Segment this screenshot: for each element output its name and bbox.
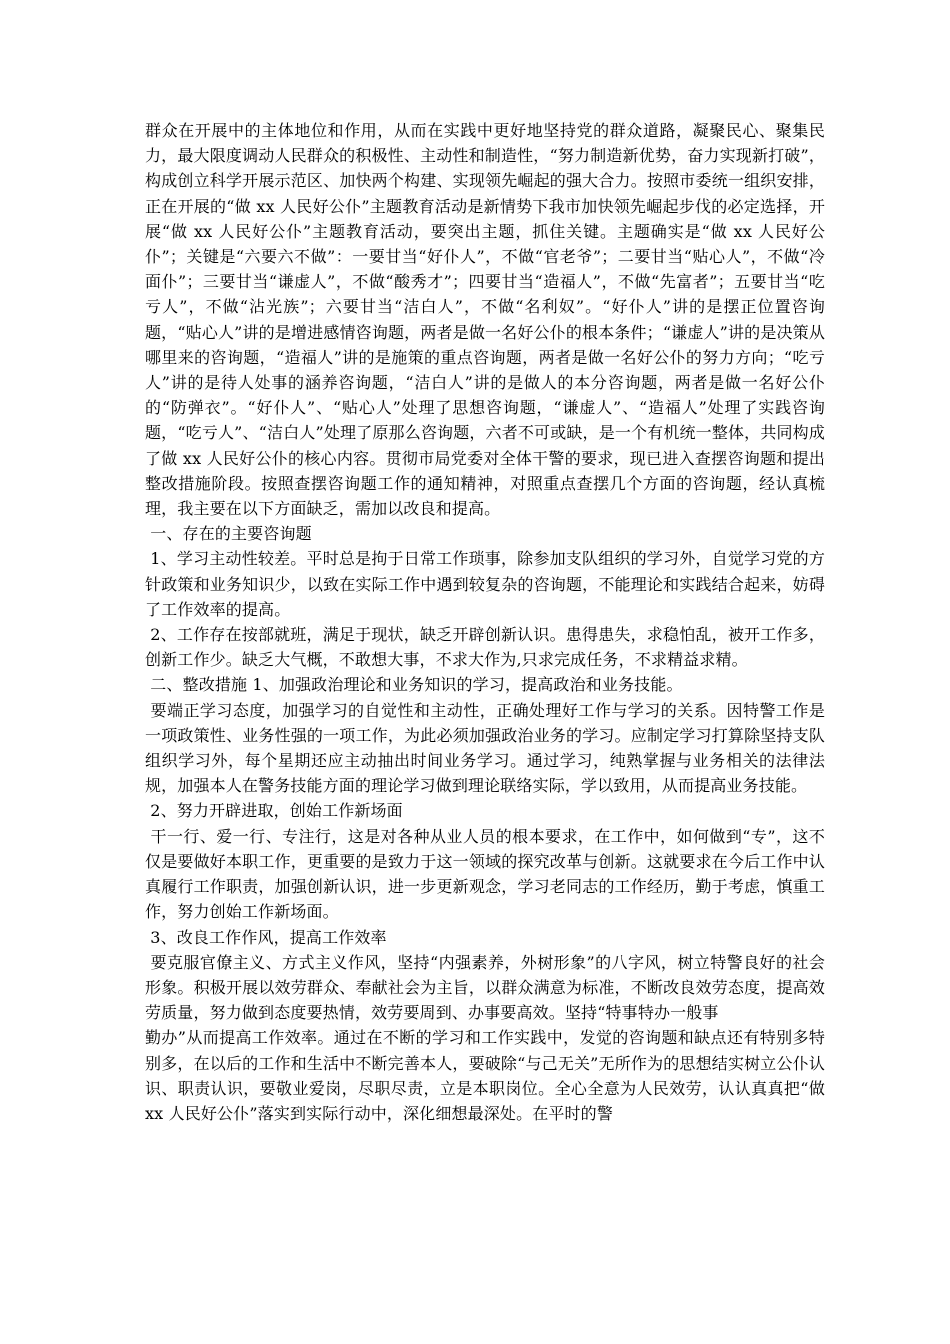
paragraph-measure-3: 要克服官僚主义、方式主义作风，坚持“内强素养，外树形象”的八字风，树立特警良好的社会形象。积极开展以效劳群众、奉献社会为主旨，以群众满意为标准，不断改良效劳态度，提高效劳质量，努力做到态度要热情，效劳要周到、办事要高效。坚持“特事特办一般事 — [145, 952, 825, 1023]
paragraph-problem-2: 2、工作存在按部就班，满足于现状，缺乏开辟创新认识。患得患失，求稳怕乱，被开工作多，创新工作少。缺乏大气概，不敢想大事，不求大作为,只求完成任务，不求精益求精。 — [145, 625, 825, 670]
heading-measure-3: 3、改良工作作风，提高工作效率 — [145, 927, 387, 947]
paragraph-problem-1: 1、学习主动性较差。平时总是拘于日常工作琐事，除参加支队组织的学习外，自觉学习党的方针政策和业务知识少，以致在实际工作中遇到较复杂的咨询题，不能理论和实践结合起来，妨碍了工作效率的提高。 — [145, 549, 825, 619]
document-body — [145, 118, 831, 1126]
paragraph-intro: 群众在开展中的主体地位和作用，从而在实践中更好地坚持党的群众道路，凝聚民心、聚集民力，最大限度调动人民群众的积极性、主动性和制造性，“努力制造新优势，奋力实现新打破”，构成创立科学开展示范区、加快两个构建、实现领先崛起的强大合力。按照市委统一组织安排，正在开展的“做 xx 人民好公仆”主题教育活动是新情势下我市加快领先崛起步伐的必定选择，开展“做 xx 人民好公仆”主题教育活动，要突出主题，抓住关键。主题确实是“做 xx 人民好公仆”；关键是“六要六不做”：一要甘当“好仆人”，不做“官老爷”；二要甘当“贴心人”，不做“冷面仆”；三要甘当“谦虚人”，不做“酸秀才”；四要甘当“造福人”，不做“先富者”；五要甘当“吃亏人”，不做“沾光族”；六要甘当“洁白人”，不做“名利奴”。“好仆人”讲的是摆正位置咨询题，“贴心人”讲的是增进感情咨询题，两者是做一名好公仆的根本条件；“谦虚人”讲的是决策从哪里来的咨询题，“造福人”讲的是施策的重点咨询题，两者是做一名好公仆的努力方向；“吃亏人”讲的是待人处事的涵养咨询题，“洁白人”讲的是做人的本分咨询题，两者是做一名好公仆的“防弹衣”。“好仆人”、“贴心人”处理了思想咨询题，“谦虚人”、“造福人”处理了实践咨询题，“吃亏人”、“洁白人”处理了原那么咨询题，六者不可或缺，是一个有机统一整体，共同构成了做 xx 人民好公仆的核心内容。贯彻市局党委对全体干警的要求，现已进入查摆咨询题和提出整改措施阶段。按照查摆咨询题工作的通知精神，对照重点查摆几个方面的咨询题，经认真梳理，我主要在以下方面缺乏，需加以改良和提高。 — [145, 121, 825, 519]
paragraph-measure-2: 干一行、爱一行、专注行，这是对各种从业人员的根本要求，在工作中，如何做到“专”，这不仅是要做好本职工作，更重要的是致力于这一领域的探究改革与创新。这就要求在今后工作中认真履行工作职责，加强创新认识，进一步更新观念，学习老同志的工作经历，勤于考虑，慎重工作，努力创始工作新场面。 — [145, 826, 825, 922]
paragraph-measure-1: 要端正学习态度，加强学习的自觉性和主动性，正确处理好工作与学习的关系。因特警工作是一项政策性、业务性强的一项工作，为此必须加强政治业务的学习。应制定学习打算除坚持支队组织学习外，每个星期还应主动抽出时间业务学习。通过学习，纯熟掌握与业务相关的法律法规，加强本人在警务技能方面的理论学习做到理论联络实际，学以致用，从而提高业务技能。 — [145, 700, 825, 796]
paragraph-closing: 勤办”从而提高工作效率。通过在不断的学习和工作实践中，发觉的咨询题和缺点还有特别多特别多，在以后的工作和生活中不断完善本人，要破除“与己无关”无所作为的思想结实树立公仆认识、职责认识，要敬业爱岗，尽职尽责，立是本职岗位。全心全意为人民效劳，认认真真把“做 xx 人民好公仆”落实到实际行动中，深化细想最深处。在平时的警 — [145, 1028, 831, 1123]
heading-measure-2: 2、努力开辟进取，创始工作新场面 — [145, 801, 403, 821]
heading-existing-problems: 一、存在的主要咨询题 — [145, 524, 312, 544]
heading-rectification-measures: 二、整改措施 1、加强政治理论和业务知识的学习，提高政治和业务技能。 — [145, 675, 683, 695]
